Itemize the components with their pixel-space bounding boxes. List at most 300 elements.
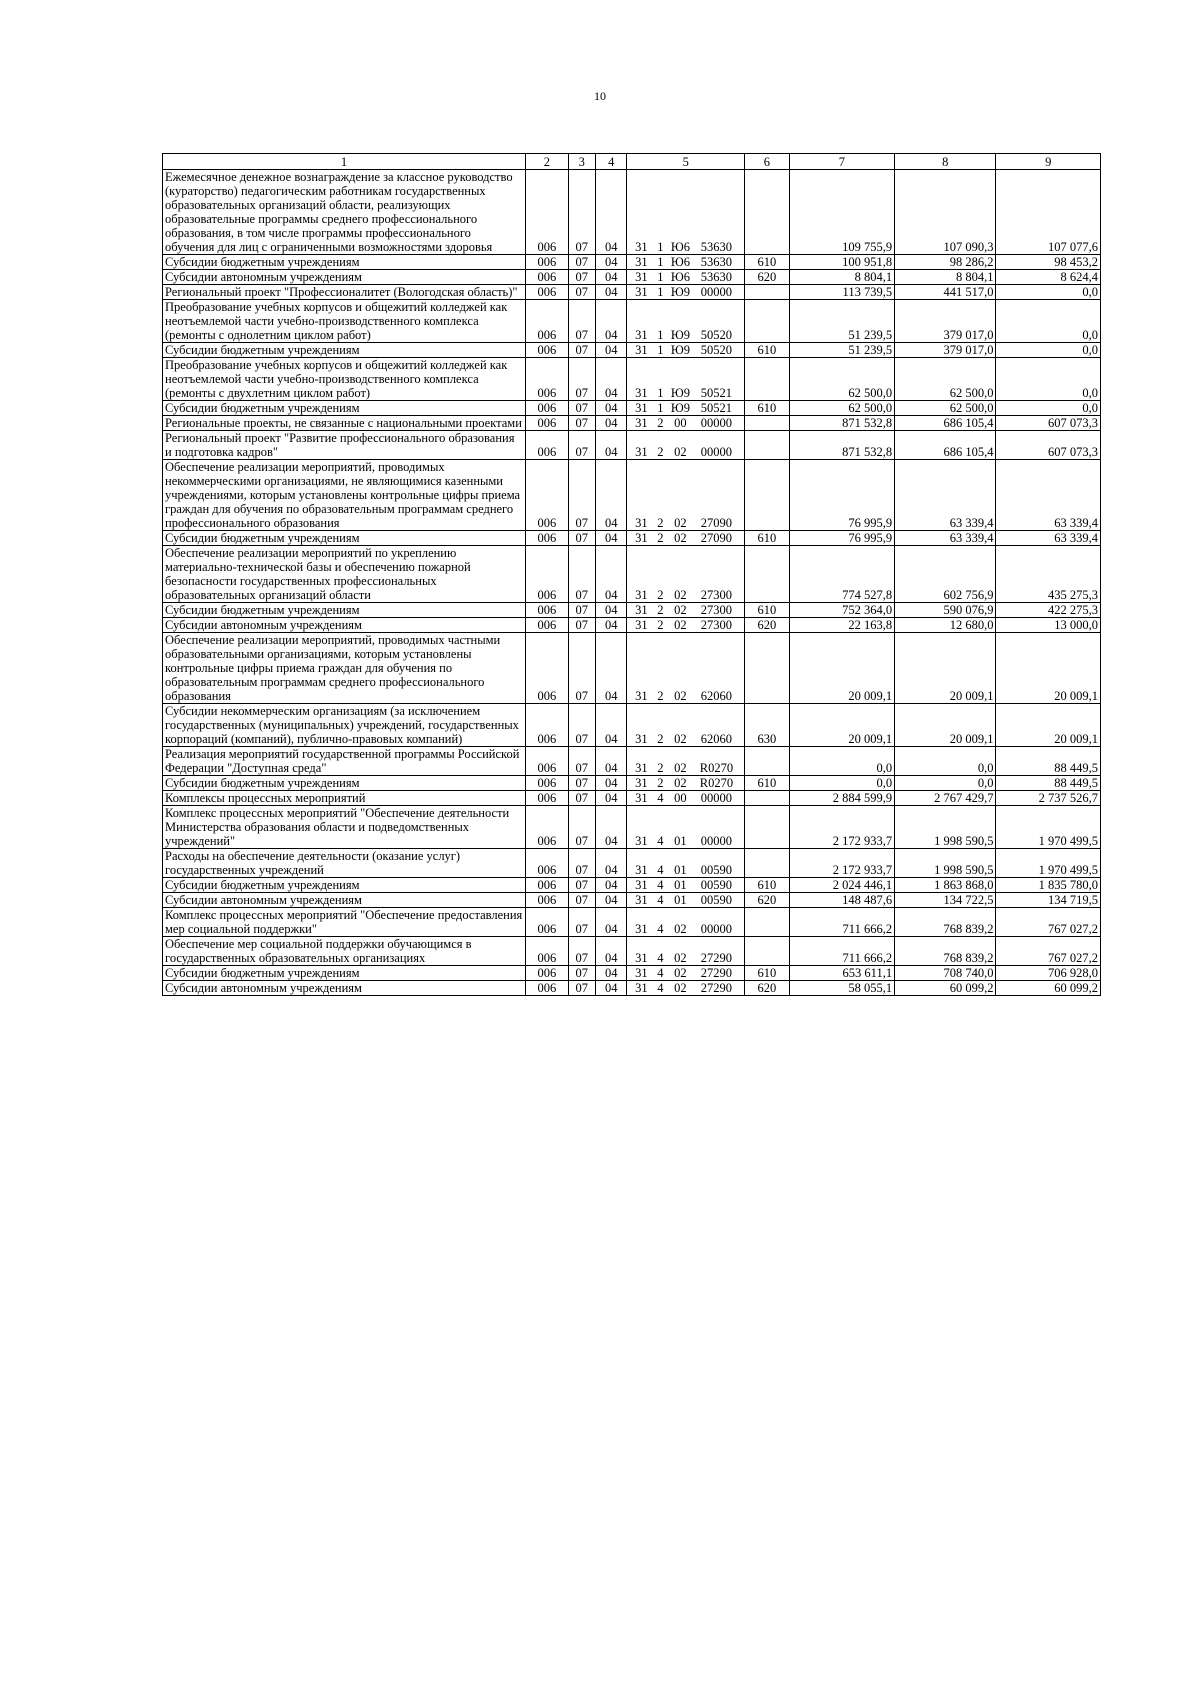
article-program: 31 xyxy=(635,603,648,617)
article-project: 02 xyxy=(674,761,687,775)
row-amount-year-2: 107 090,3 xyxy=(895,170,996,255)
table-row xyxy=(163,431,1101,460)
row-amount-year-3: 422 275,3 xyxy=(996,603,1101,618)
row-name: Ежемесячное денежное вознаграждение за классное руководство (кураторство) педагогическим работникам государственных образовательных организаций области, реализующих образовательные программы среднего профессионального образования, в том числе программы профессионального обучения для лиц с ограниченными возможностями здоровья xyxy=(163,170,526,255)
row-amount-year-1: 62 500,0 xyxy=(789,401,894,416)
row-amount-year-2: 20 009,1 xyxy=(895,704,996,747)
row-section: 07 xyxy=(568,285,595,300)
article-direction: 27290 xyxy=(700,966,733,980)
article-direction: 00000 xyxy=(700,416,733,430)
row-section: 07 xyxy=(568,343,595,358)
row-amount-year-1: 148 487,6 xyxy=(789,893,894,908)
article-project: Ю9 xyxy=(670,386,690,400)
row-name: Субсидии автономным учреждениям xyxy=(163,618,526,633)
article-project: Ю9 xyxy=(670,328,690,342)
article-project: Ю9 xyxy=(670,401,690,415)
article-program: 31 xyxy=(635,966,648,980)
article-type: 1 xyxy=(657,270,664,284)
row-subsection: 04 xyxy=(595,776,626,791)
row-name: Преобразование учебных корпусов и общежитий колледжей как неотъемлемой части учебно-производственного комплекса (ремонты с однолетним циклом работ) xyxy=(163,300,526,343)
row-target-article xyxy=(627,416,745,431)
row-expense-type: 620 xyxy=(745,981,790,996)
row-expense-type xyxy=(745,747,790,776)
article-program: 31 xyxy=(635,776,648,790)
row-name: Субсидии некоммерческим организациям (за исключением государственных (муниципальных) учреждений, государственных корпораций (компаний), публично-правовых компаний) xyxy=(163,704,526,747)
article-program: 31 xyxy=(635,445,648,459)
row-name: Комплекс процессных мероприятий "Обеспечение деятельности Министерства образования области и подведомственных учреждений" xyxy=(163,806,526,849)
table-row xyxy=(163,401,1101,416)
article-direction: 50520 xyxy=(700,328,733,342)
row-amount-year-2: 1 998 590,5 xyxy=(895,806,996,849)
row-expense-type: 620 xyxy=(745,270,790,285)
row-amount-year-3: 20 009,1 xyxy=(996,704,1101,747)
row-expense-type xyxy=(745,170,790,255)
row-amount-year-1: 8 804,1 xyxy=(789,270,894,285)
article-program: 31 xyxy=(635,531,648,545)
row-amount-year-1: 62 500,0 xyxy=(789,358,894,401)
row-expense-type xyxy=(745,431,790,460)
row-grbs: 006 xyxy=(526,546,569,603)
row-grbs: 006 xyxy=(526,908,569,937)
article-type: 4 xyxy=(657,834,664,848)
row-grbs: 006 xyxy=(526,255,569,270)
row-grbs: 006 xyxy=(526,300,569,343)
row-amount-year-1: 51 239,5 xyxy=(789,343,894,358)
table-row xyxy=(163,300,1101,343)
row-target-article xyxy=(627,908,745,937)
row-section: 07 xyxy=(568,531,595,546)
row-section: 07 xyxy=(568,255,595,270)
row-target-article xyxy=(627,343,745,358)
row-expense-type: 610 xyxy=(745,531,790,546)
row-expense-type xyxy=(745,358,790,401)
article-project: 02 xyxy=(674,516,687,530)
row-target-article xyxy=(627,704,745,747)
article-direction: 00000 xyxy=(700,445,733,459)
row-name: Субсидии бюджетным учреждениям xyxy=(163,878,526,893)
row-target-article xyxy=(627,170,745,255)
row-amount-year-2: 20 009,1 xyxy=(895,633,996,704)
page-number: 10 xyxy=(594,89,606,103)
article-project: 02 xyxy=(674,603,687,617)
row-amount-year-1: 100 951,8 xyxy=(789,255,894,270)
row-subsection: 04 xyxy=(595,546,626,603)
row-expense-type xyxy=(745,546,790,603)
article-project: 02 xyxy=(674,588,687,602)
row-amount-year-1: 109 755,9 xyxy=(789,170,894,255)
row-amount-year-2: 98 286,2 xyxy=(895,255,996,270)
row-section: 07 xyxy=(568,401,595,416)
row-subsection: 04 xyxy=(595,603,626,618)
table-row xyxy=(163,806,1101,849)
row-grbs: 006 xyxy=(526,981,569,996)
article-program: 31 xyxy=(635,863,648,877)
row-amount-year-2: 63 339,4 xyxy=(895,460,996,531)
row-amount-year-3: 607 073,3 xyxy=(996,416,1101,431)
row-amount-year-1: 871 532,8 xyxy=(789,416,894,431)
row-expense-type xyxy=(745,300,790,343)
row-amount-year-3: 1 970 499,5 xyxy=(996,806,1101,849)
table-header-row xyxy=(163,154,1101,170)
row-subsection: 04 xyxy=(595,460,626,531)
article-project: 01 xyxy=(674,878,687,892)
row-amount-year-2: 1 998 590,5 xyxy=(895,849,996,878)
article-project: Ю6 xyxy=(670,240,690,254)
table-row xyxy=(163,603,1101,618)
row-amount-year-1: 2 172 933,7 xyxy=(789,806,894,849)
row-amount-year-1: 2 884 599,9 xyxy=(789,791,894,806)
row-target-article xyxy=(627,546,745,603)
article-type: 2 xyxy=(657,445,664,459)
row-amount-year-3: 98 453,2 xyxy=(996,255,1101,270)
header-col-3: 3 xyxy=(568,154,595,170)
article-program: 31 xyxy=(635,516,648,530)
row-subsection: 04 xyxy=(595,633,626,704)
row-name: Региональный проект "Развитие профессионального образования и подготовка кадров" xyxy=(163,431,526,460)
row-amount-year-3: 435 275,3 xyxy=(996,546,1101,603)
row-name: Обеспечение реализации мероприятий, проводимых некоммерческими организациями, не являющимися казенными учреждениями, которым установлены контрольные цифры приема граждан для обучения по образовательным программам среднего профессионального образования xyxy=(163,460,526,531)
row-amount-year-3: 0,0 xyxy=(996,358,1101,401)
row-amount-year-2: 0,0 xyxy=(895,776,996,791)
row-target-article xyxy=(627,747,745,776)
row-section: 07 xyxy=(568,300,595,343)
article-project: 02 xyxy=(674,445,687,459)
header-col-5: 5 xyxy=(627,154,745,170)
row-subsection: 04 xyxy=(595,401,626,416)
article-program: 31 xyxy=(635,761,648,775)
article-program: 31 xyxy=(635,285,648,299)
row-grbs: 006 xyxy=(526,431,569,460)
table-row xyxy=(163,791,1101,806)
row-amount-year-3: 13 000,0 xyxy=(996,618,1101,633)
article-program: 31 xyxy=(635,878,648,892)
article-program: 31 xyxy=(635,951,648,965)
table-row xyxy=(163,358,1101,401)
row-amount-year-3: 63 339,4 xyxy=(996,460,1101,531)
row-section: 07 xyxy=(568,908,595,937)
row-amount-year-3: 0,0 xyxy=(996,401,1101,416)
article-type: 4 xyxy=(657,791,664,805)
article-direction: 53630 xyxy=(700,255,733,269)
row-expense-type: 610 xyxy=(745,401,790,416)
row-amount-year-1: 774 527,8 xyxy=(789,546,894,603)
article-type: 4 xyxy=(657,893,664,907)
article-direction: 00590 xyxy=(700,893,733,907)
row-grbs: 006 xyxy=(526,358,569,401)
article-project: Ю9 xyxy=(670,343,690,357)
row-name: Субсидии бюджетным учреждениям xyxy=(163,343,526,358)
row-amount-year-2: 63 339,4 xyxy=(895,531,996,546)
row-grbs: 006 xyxy=(526,343,569,358)
row-amount-year-1: 752 364,0 xyxy=(789,603,894,618)
article-direction: 50521 xyxy=(700,401,733,415)
row-name: Обеспечение реализации мероприятий, проводимых частными образовательными организациями, которым установлены контрольные цифры приема граждан для обучения по образовательным программам среднего профессионального образования xyxy=(163,633,526,704)
row-amount-year-1: 0,0 xyxy=(789,747,894,776)
article-type: 1 xyxy=(657,255,664,269)
row-subsection: 04 xyxy=(595,618,626,633)
row-expense-type: 610 xyxy=(745,255,790,270)
row-amount-year-2: 768 839,2 xyxy=(895,937,996,966)
header-col-8: 8 xyxy=(895,154,996,170)
row-subsection: 04 xyxy=(595,431,626,460)
article-type: 2 xyxy=(657,603,664,617)
row-name: Субсидии бюджетным учреждениям xyxy=(163,603,526,618)
row-section: 07 xyxy=(568,603,595,618)
article-type: 2 xyxy=(657,588,664,602)
table-row xyxy=(163,618,1101,633)
row-amount-year-2: 708 740,0 xyxy=(895,966,996,981)
row-amount-year-3: 60 099,2 xyxy=(996,981,1101,996)
row-target-article xyxy=(627,603,745,618)
row-grbs: 006 xyxy=(526,776,569,791)
row-target-article xyxy=(627,849,745,878)
row-target-article xyxy=(627,618,745,633)
article-type: 2 xyxy=(657,618,664,632)
row-expense-type: 610 xyxy=(745,776,790,791)
article-type: 2 xyxy=(657,732,664,746)
row-amount-year-2: 686 105,4 xyxy=(895,416,996,431)
row-amount-year-2: 60 099,2 xyxy=(895,981,996,996)
row-expense-type: 610 xyxy=(745,878,790,893)
article-direction: 62060 xyxy=(700,732,733,746)
article-direction: 53630 xyxy=(700,240,733,254)
row-expense-type xyxy=(745,849,790,878)
row-name: Субсидии бюджетным учреждениям xyxy=(163,776,526,791)
table-row xyxy=(163,270,1101,285)
row-section: 07 xyxy=(568,849,595,878)
row-amount-year-3: 20 009,1 xyxy=(996,633,1101,704)
article-project: 00 xyxy=(674,416,687,430)
article-program: 31 xyxy=(635,328,648,342)
article-program: 31 xyxy=(635,791,648,805)
row-name: Региональный проект "Профессионалитет (Вологодская область)" xyxy=(163,285,526,300)
row-subsection: 04 xyxy=(595,531,626,546)
row-name: Преобразование учебных корпусов и общежитий колледжей как неотъемлемой части учебно-производственного комплекса (ремонты с двухлетним циклом работ) xyxy=(163,358,526,401)
row-amount-year-2: 1 863 868,0 xyxy=(895,878,996,893)
row-target-article xyxy=(627,966,745,981)
header-col-1: 1 xyxy=(163,154,526,170)
row-target-article xyxy=(627,878,745,893)
row-target-article xyxy=(627,633,745,704)
row-subsection: 04 xyxy=(595,878,626,893)
article-direction: 00590 xyxy=(700,863,733,877)
table-row xyxy=(163,285,1101,300)
article-type: 2 xyxy=(657,776,664,790)
article-direction: 00000 xyxy=(700,285,733,299)
article-program: 31 xyxy=(635,255,648,269)
row-amount-year-3: 1 970 499,5 xyxy=(996,849,1101,878)
article-project: 00 xyxy=(674,791,687,805)
row-section: 07 xyxy=(568,704,595,747)
row-amount-year-1: 0,0 xyxy=(789,776,894,791)
row-expense-type xyxy=(745,806,790,849)
row-section: 07 xyxy=(568,791,595,806)
article-program: 31 xyxy=(635,618,648,632)
article-direction: 00000 xyxy=(700,834,733,848)
article-program: 31 xyxy=(635,386,648,400)
row-name: Комплексы процессных мероприятий xyxy=(163,791,526,806)
row-subsection: 04 xyxy=(595,343,626,358)
article-direction: 27090 xyxy=(700,516,733,530)
article-program: 31 xyxy=(635,240,648,254)
article-type: 1 xyxy=(657,240,664,254)
row-target-article xyxy=(627,401,745,416)
article-project: 02 xyxy=(674,951,687,965)
row-name: Субсидии бюджетным учреждениям xyxy=(163,966,526,981)
row-amount-year-2: 590 076,9 xyxy=(895,603,996,618)
row-name: Субсидии автономным учреждениям xyxy=(163,981,526,996)
article-direction: 00000 xyxy=(700,922,733,936)
row-expense-type xyxy=(745,460,790,531)
article-type: 1 xyxy=(657,386,664,400)
article-direction: 27300 xyxy=(700,588,733,602)
row-grbs: 006 xyxy=(526,849,569,878)
row-amount-year-2: 0,0 xyxy=(895,747,996,776)
row-amount-year-2: 602 756,9 xyxy=(895,546,996,603)
row-subsection: 04 xyxy=(595,791,626,806)
article-direction: 27300 xyxy=(700,618,733,632)
row-subsection: 04 xyxy=(595,908,626,937)
row-amount-year-1: 2 024 446,1 xyxy=(789,878,894,893)
row-grbs: 006 xyxy=(526,416,569,431)
row-amount-year-2: 686 105,4 xyxy=(895,431,996,460)
article-project: 01 xyxy=(674,834,687,848)
row-name: Обеспечение реализации мероприятий по укреплению материально-технической базы и обеспечению пожарной безопасности государственных профессиональных образовательных организаций области xyxy=(163,546,526,603)
row-amount-year-1: 22 163,8 xyxy=(789,618,894,633)
row-expense-type xyxy=(745,791,790,806)
article-program: 31 xyxy=(635,689,648,703)
row-amount-year-2: 12 680,0 xyxy=(895,618,996,633)
row-target-article xyxy=(627,255,745,270)
row-amount-year-1: 76 995,9 xyxy=(789,460,894,531)
row-section: 07 xyxy=(568,460,595,531)
row-section: 07 xyxy=(568,416,595,431)
row-section: 07 xyxy=(568,633,595,704)
article-direction: 50520 xyxy=(700,343,733,357)
row-amount-year-3: 88 449,5 xyxy=(996,747,1101,776)
row-subsection: 04 xyxy=(595,416,626,431)
row-grbs: 006 xyxy=(526,878,569,893)
row-section: 07 xyxy=(568,431,595,460)
row-section: 07 xyxy=(568,966,595,981)
row-grbs: 006 xyxy=(526,603,569,618)
article-program: 31 xyxy=(635,834,648,848)
row-amount-year-1: 20 009,1 xyxy=(789,633,894,704)
row-grbs: 006 xyxy=(526,270,569,285)
row-target-article xyxy=(627,460,745,531)
article-direction: 27090 xyxy=(700,531,733,545)
article-type: 1 xyxy=(657,285,664,299)
row-amount-year-3: 767 027,2 xyxy=(996,908,1101,937)
row-name: Расходы на обеспечение деятельности (оказание услуг) государственных учреждений xyxy=(163,849,526,878)
table-row xyxy=(163,633,1101,704)
header-col-6: 6 xyxy=(745,154,790,170)
article-project: 02 xyxy=(674,981,687,995)
row-amount-year-3: 134 719,5 xyxy=(996,893,1101,908)
article-project: 02 xyxy=(674,618,687,632)
article-program: 31 xyxy=(635,922,648,936)
header-col-9: 9 xyxy=(996,154,1101,170)
article-program: 31 xyxy=(635,343,648,357)
row-grbs: 006 xyxy=(526,531,569,546)
row-amount-year-1: 871 532,8 xyxy=(789,431,894,460)
table-row xyxy=(163,343,1101,358)
row-expense-type xyxy=(745,908,790,937)
table-row xyxy=(163,966,1101,981)
row-target-article xyxy=(627,270,745,285)
row-amount-year-3: 607 073,3 xyxy=(996,431,1101,460)
row-section: 07 xyxy=(568,170,595,255)
row-target-article xyxy=(627,531,745,546)
row-amount-year-2: 441 517,0 xyxy=(895,285,996,300)
article-type: 2 xyxy=(657,689,664,703)
article-type: 4 xyxy=(657,951,664,965)
article-type: 2 xyxy=(657,516,664,530)
row-section: 07 xyxy=(568,358,595,401)
row-target-article xyxy=(627,791,745,806)
row-amount-year-2: 768 839,2 xyxy=(895,908,996,937)
article-type: 2 xyxy=(657,416,664,430)
row-section: 07 xyxy=(568,893,595,908)
row-grbs: 006 xyxy=(526,791,569,806)
header-col-2: 2 xyxy=(526,154,569,170)
table-row xyxy=(163,704,1101,747)
row-amount-year-1: 653 611,1 xyxy=(789,966,894,981)
row-amount-year-1: 711 666,2 xyxy=(789,908,894,937)
row-name: Субсидии автономным учреждениям xyxy=(163,270,526,285)
row-expense-type: 620 xyxy=(745,893,790,908)
row-grbs: 006 xyxy=(526,633,569,704)
row-target-article xyxy=(627,300,745,343)
row-expense-type xyxy=(745,285,790,300)
row-expense-type: 620 xyxy=(745,618,790,633)
article-project: 02 xyxy=(674,689,687,703)
row-subsection: 04 xyxy=(595,285,626,300)
row-amount-year-3: 0,0 xyxy=(996,285,1101,300)
row-grbs: 006 xyxy=(526,893,569,908)
row-amount-year-1: 113 739,5 xyxy=(789,285,894,300)
row-amount-year-1: 711 666,2 xyxy=(789,937,894,966)
article-direction: 27290 xyxy=(700,951,733,965)
table-row xyxy=(163,170,1101,255)
row-subsection: 04 xyxy=(595,358,626,401)
row-amount-year-1: 51 239,5 xyxy=(789,300,894,343)
row-target-article xyxy=(627,776,745,791)
row-target-article xyxy=(627,358,745,401)
row-expense-type: 610 xyxy=(745,603,790,618)
row-grbs: 006 xyxy=(526,460,569,531)
article-project: 02 xyxy=(674,966,687,980)
row-subsection: 04 xyxy=(595,893,626,908)
article-type: 4 xyxy=(657,878,664,892)
article-program: 31 xyxy=(635,588,648,602)
article-direction: 27290 xyxy=(700,981,733,995)
table-row xyxy=(163,981,1101,996)
row-amount-year-2: 379 017,0 xyxy=(895,343,996,358)
row-subsection: 04 xyxy=(595,806,626,849)
article-program: 31 xyxy=(635,416,648,430)
row-amount-year-2: 62 500,0 xyxy=(895,358,996,401)
table-row xyxy=(163,416,1101,431)
row-grbs: 006 xyxy=(526,170,569,255)
article-type: 4 xyxy=(657,922,664,936)
article-project: 02 xyxy=(674,531,687,545)
row-subsection: 04 xyxy=(595,170,626,255)
row-amount-year-2: 2 767 429,7 xyxy=(895,791,996,806)
article-direction: 62060 xyxy=(700,689,733,703)
article-program: 31 xyxy=(635,893,648,907)
row-amount-year-3: 107 077,6 xyxy=(996,170,1101,255)
